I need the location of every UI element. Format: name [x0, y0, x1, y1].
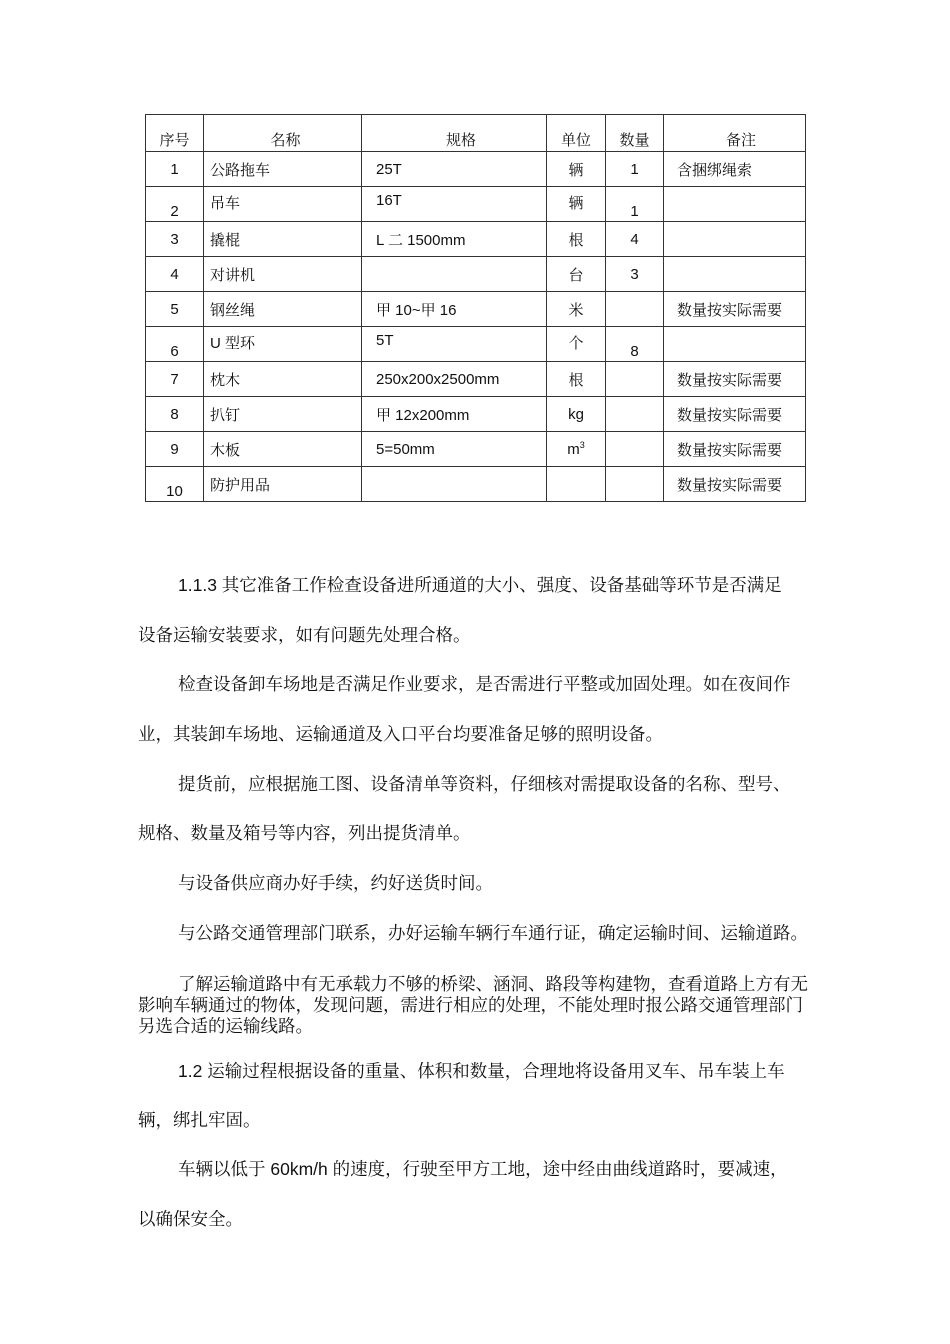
- cell-unit: [547, 467, 606, 502]
- table-row: [146, 257, 806, 292]
- cell-name: 对讲机: [204, 257, 362, 292]
- cell-no: 1: [146, 152, 204, 187]
- cell-qty: [606, 362, 664, 397]
- table-row: [146, 467, 806, 502]
- cell-qty: 4: [606, 222, 664, 257]
- unit-text: m: [567, 441, 580, 458]
- cell-spec: 25T: [362, 152, 547, 187]
- table-row: [146, 327, 806, 362]
- cell-name: 枕木: [204, 362, 362, 397]
- cell-no: 4: [146, 257, 204, 292]
- unit-superscript: 3: [579, 440, 585, 450]
- cell-no: 3: [146, 222, 204, 257]
- paragraph-line: 1.2 运输过程根据设备的重量、体积和数量，合理地将设备用叉车、吊车装上车: [178, 1061, 785, 1081]
- table-row: [146, 152, 806, 187]
- header-note: 备注: [664, 115, 806, 152]
- cell-note: 数量按实际需要: [664, 432, 806, 467]
- cell-spec: L 二 1500mm: [362, 222, 547, 257]
- cell-spec: 甲 10~甲 16: [362, 292, 547, 327]
- cell-qty: [606, 397, 664, 432]
- cell-unit: 辆: [547, 152, 606, 187]
- cell-qty: 1: [606, 187, 664, 222]
- table-header-row: [146, 115, 806, 152]
- paragraph-line: 与设备供应商办好手续，约好送货时间。: [178, 873, 493, 893]
- cell-qty: 3: [606, 257, 664, 292]
- cell-unit: 辆: [547, 187, 606, 222]
- header-unit: 单位: [547, 115, 606, 152]
- header-spec: 规格: [362, 115, 547, 152]
- cell-name: U 型环: [204, 327, 362, 362]
- cell-unit: 根: [547, 222, 606, 257]
- cell-qty: [606, 467, 664, 502]
- paragraph-line: 1.1.3 其它准备工作检查设备进所通道的大小、强度、设备基础等环节是否满足: [178, 575, 782, 595]
- table-row: [146, 187, 806, 222]
- cell-spec: [362, 257, 547, 292]
- cell-name: 防护用品: [204, 467, 362, 502]
- cell-spec: [362, 467, 547, 502]
- cell-note: [664, 327, 806, 362]
- paragraph-line: 车辆以低于 60km/h 的速度，行驶至甲方工地，途中经由曲线道路时，要减速，: [178, 1159, 788, 1179]
- cell-name: 公路拖车: [204, 152, 362, 187]
- cell-note: 数量按实际需要: [664, 292, 806, 327]
- cell-qty: 8: [606, 327, 664, 362]
- cell-no: 2: [146, 187, 204, 222]
- cell-unit: 根: [547, 362, 606, 397]
- cell-note: 数量按实际需要: [664, 467, 806, 502]
- cell-name: 吊车: [204, 187, 362, 222]
- paragraph-line: 规格、数量及箱号等内容，列出提货清单。: [138, 823, 471, 843]
- cell-no: 7: [146, 362, 204, 397]
- cell-unit: kg: [547, 397, 606, 432]
- cell-no: 8: [146, 397, 204, 432]
- equipment-table: [145, 114, 806, 502]
- paragraph-line: 以确保安全。: [138, 1209, 243, 1229]
- header-qty: 数量: [606, 115, 664, 152]
- cell-note: 含捆绑绳索: [664, 152, 806, 187]
- cell-spec: 250x200x2500mm: [362, 362, 547, 397]
- cell-unit: 台: [547, 257, 606, 292]
- cell-name: 钢丝绳: [204, 292, 362, 327]
- paragraph-line: 检查设备卸车场地是否满足作业要求，是否需进行平整或加固处理。如在夜间作: [178, 674, 791, 694]
- cell-no: 6: [146, 327, 204, 362]
- table-row: [146, 292, 806, 327]
- cell-note: 数量按实际需要: [664, 397, 806, 432]
- cell-no: 5: [146, 292, 204, 327]
- cell-no: 9: [146, 432, 204, 467]
- cell-qty: [606, 292, 664, 327]
- cell-unit: 米: [547, 292, 606, 327]
- cell-spec: 5T: [362, 327, 547, 362]
- table-row: [146, 222, 806, 257]
- cell-no: 10: [146, 467, 204, 502]
- cell-note: [664, 187, 806, 222]
- cell-name: 扒钉: [204, 397, 362, 432]
- table-row: [146, 362, 806, 397]
- cell-unit: 个: [547, 327, 606, 362]
- cell-unit-with-superscript: [547, 432, 606, 467]
- cell-qty: [606, 432, 664, 467]
- cell-spec: 5=50mm: [362, 432, 547, 467]
- cell-spec: 甲 12x200mm: [362, 397, 547, 432]
- header-name: 名称: [204, 115, 362, 152]
- cell-spec: 16T: [362, 187, 547, 222]
- paragraph-line: 辆，绑扎牢固。: [138, 1110, 261, 1130]
- cell-name: 木板: [204, 432, 362, 467]
- cell-note: [664, 222, 806, 257]
- cell-qty: 1: [606, 152, 664, 187]
- cell-note: [664, 257, 806, 292]
- paragraph-line: 业，其装卸车场地、运输通道及入口平台均要准备足够的照明设备。: [138, 724, 663, 744]
- cell-name: 撬棍: [204, 222, 362, 257]
- paragraph-line: 设备运输安装要求，如有问题先处理合格。: [138, 625, 471, 645]
- table-row: [146, 397, 806, 432]
- paragraph-line: 与公路交通管理部门联系，办好运输车辆行车通行证，确定运输时间、运输道路。: [178, 923, 808, 943]
- cell-note: 数量按实际需要: [664, 362, 806, 397]
- table-row: [146, 432, 806, 467]
- paragraph-line: 提货前，应根据施工图、设备清单等资料，仔细核对需提取设备的名称、型号、: [178, 774, 791, 794]
- header-no: 序号: [146, 115, 204, 152]
- paragraph: 了解运输道路中有无承载力不够的桥梁、涵洞、路段等构建物，查看道路上方有无影响车辆通过的物体，发现问题，需进行相应的处理，不能处理时报公路交通管理部门另选合适的运输线路。: [138, 974, 808, 1036]
